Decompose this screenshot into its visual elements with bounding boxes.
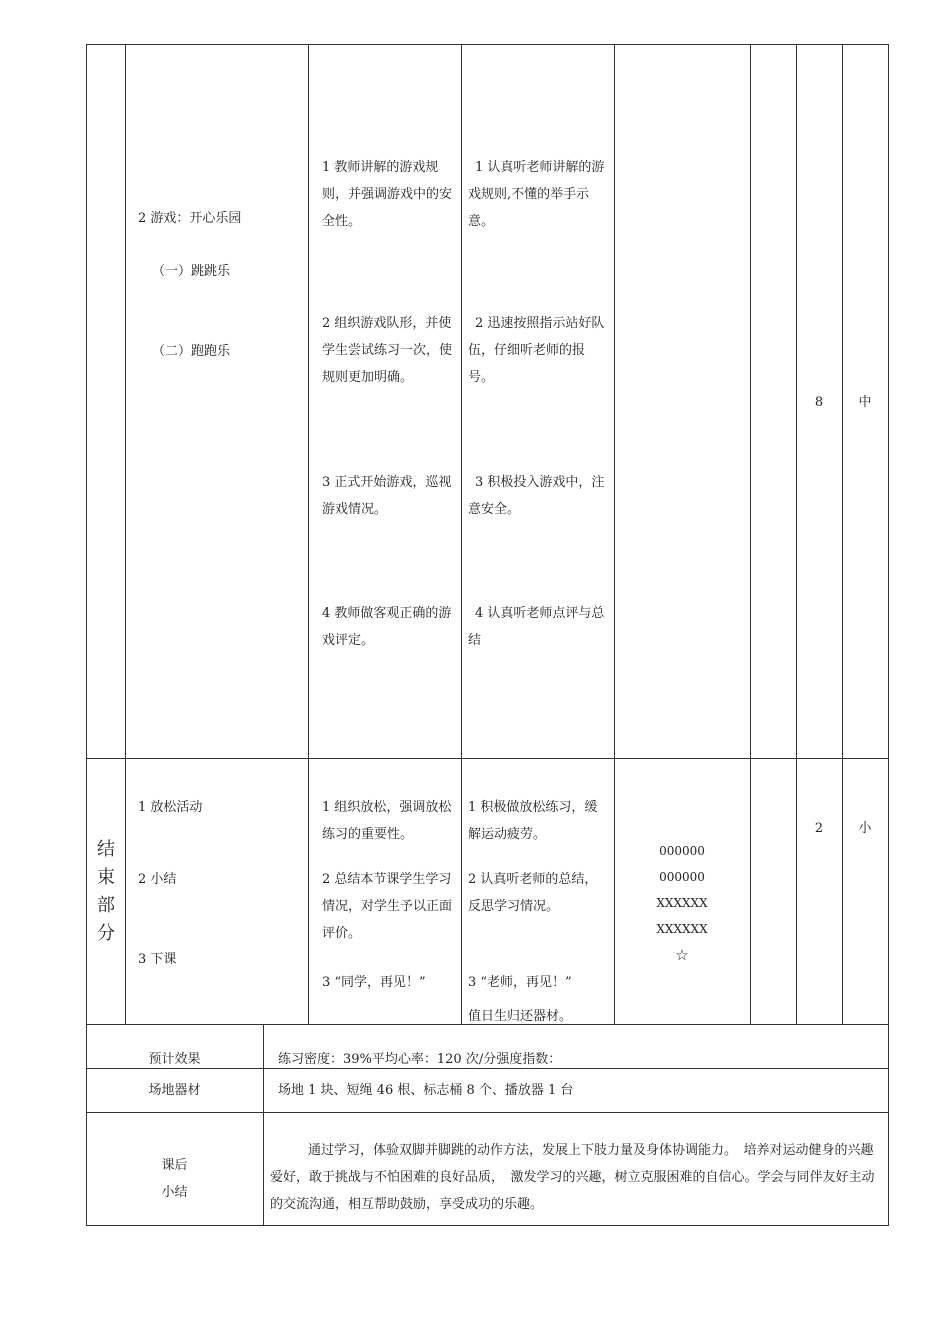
formation-row: 000000 xyxy=(659,870,705,884)
summary-label: 课后 小结 xyxy=(161,1158,188,1200)
student-step: 4 认真听老师点评与总结 xyxy=(468,606,605,648)
student-step: 1 认真听老师讲解的游戏规则,不懂的举手示意。 xyxy=(468,160,605,229)
time-value: 2 xyxy=(814,821,824,836)
formation-row: XXXXXX xyxy=(656,922,708,936)
teacher-step: 1 教师讲解的游戏规则，并强调游戏中的安全性。 xyxy=(322,160,453,229)
content-item: （二）跑跑乐 xyxy=(152,344,231,359)
student-step: 1 积极做放松练习，缓解运动疲劳。 xyxy=(468,800,598,842)
content-item: 1 放松活动 xyxy=(138,800,203,815)
formation-row: XXXXXX xyxy=(656,896,708,910)
formation-diagram xyxy=(622,838,742,968)
teacher-step: 3 “同学，再见！” xyxy=(322,975,426,990)
content-item: 3 下课 xyxy=(138,952,177,967)
section-label: 结 束 部 分 xyxy=(97,839,115,944)
student-step: 3 积极投入游戏中，注意安全。 xyxy=(468,475,605,517)
equipment-label: 场地器材 xyxy=(148,1083,201,1098)
teacher-step: 2 总结本节课学生学习情况，对学生予以正面评价。 xyxy=(322,872,453,941)
summary-text: 通过学习，体验双脚并脚跳的动作方法，发展上下肢力量及身体协调能力。 培养对运动健身的兴趣爱好，敢于挑战与不怕困难的良好品质， 激发学习的兴趣，树立克服困难的自信心。学会与同伴友好主动的交流沟通，相互帮助鼓励，享受成功的乐趣。 xyxy=(270,1143,875,1212)
formation-row: 000000 xyxy=(659,844,705,858)
teacher-step: 2 组织游戏队形，并使学生尝试练习一次，使规则更加明确。 xyxy=(322,316,453,385)
teacher-step: 3 正式开始游戏，巡视游戏情况。 xyxy=(322,475,452,517)
content-item: 2 小结 xyxy=(138,872,177,887)
teacher-step: 4 教师做客观正确的游戏评定。 xyxy=(322,606,452,648)
equipment-value: 场地 1 块、短绳 46 根、标志桶 8 个、播放器 1 台 xyxy=(278,1083,574,1098)
content-item: （一）跳跳乐 xyxy=(152,264,231,279)
student-step: 2 认真听老师的总结，反思学习情况。 xyxy=(468,872,598,914)
student-step: 2 迅速按照指示站好队伍，仔细听老师的报号。 xyxy=(468,316,605,385)
content-title: 2 游戏：开心乐园 xyxy=(138,211,242,226)
effect-value: 练习密度：39%平均心率：120 次/分强度指数： xyxy=(278,1052,562,1067)
student-step: 3 “老师，再见！” xyxy=(468,975,572,990)
time-value: 8 xyxy=(814,395,824,410)
student-step: 值日生归还器材。 xyxy=(468,1009,573,1024)
teacher-star-icon: ☆ xyxy=(675,946,689,964)
teacher-step: 1 组织放松，强调放松练习的重要性。 xyxy=(322,800,452,842)
intensity-value: 小 xyxy=(858,821,872,836)
intensity-value: 中 xyxy=(858,395,872,410)
effect-label: 预计效果 xyxy=(148,1052,201,1067)
